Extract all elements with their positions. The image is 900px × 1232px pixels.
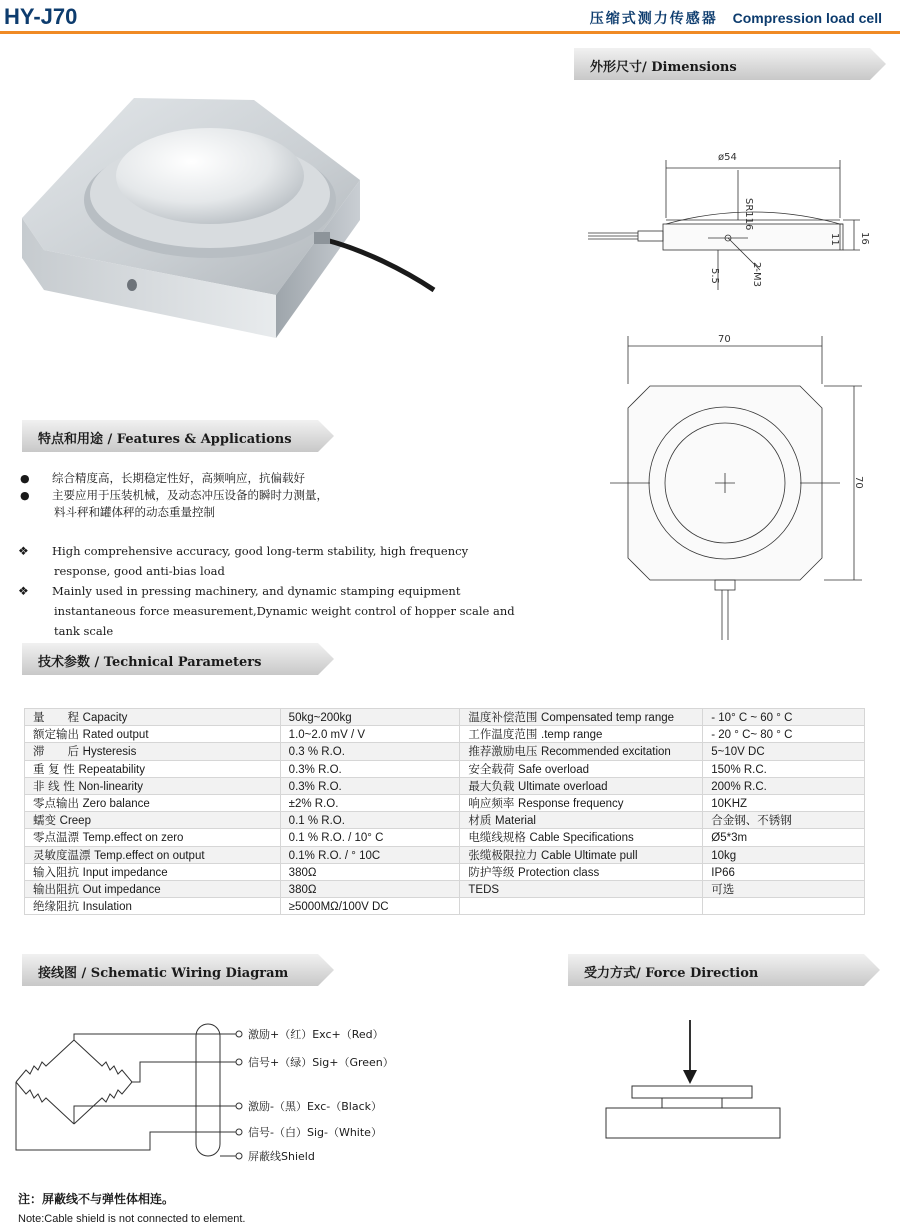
param-label-cn: 电缆线规格 [468, 830, 526, 845]
param-value-text: Ø5*3m [711, 832, 748, 845]
param-label-cn: 输入阻抗 [33, 864, 79, 879]
param-label [460, 777, 703, 794]
dim-diameter: ø54 [718, 152, 737, 163]
param-value-text: IP66 [711, 866, 735, 879]
param-value-text: 0.3% R.O. [288, 763, 342, 776]
load-cell-photo [14, 90, 444, 350]
wire-sig-minus: 信号-（白）Sig-（White） [248, 1126, 382, 1139]
param-label-cn: 绝缘阻抗 [33, 899, 79, 914]
param-value [703, 794, 865, 811]
param-value-text: 可选 [711, 883, 735, 896]
param-value [703, 880, 865, 897]
wire-exc-minus: 激励-（黑）Exc-（Black） [248, 1100, 383, 1113]
param-label-en: Input impedance [82, 866, 168, 879]
param-label-cn: 响应频率 [468, 796, 515, 811]
dimension-top-view [600, 328, 890, 648]
param-label-cn: 防护等级 [468, 864, 515, 879]
param-value-text: 380Ω [288, 883, 317, 896]
wire-exc-plus: 激励+（红）Exc+（Red） [248, 1028, 384, 1041]
features-list [18, 470, 538, 641]
param-label-cn: 安全载荷 [468, 761, 515, 776]
table-row [25, 812, 865, 829]
param-label-cn: 输出阻抗 [33, 881, 79, 896]
param-value [703, 726, 865, 743]
param-label [25, 709, 281, 726]
table-row [25, 829, 865, 846]
param-value [280, 880, 460, 897]
table-row [25, 709, 865, 726]
param-label [25, 760, 281, 777]
param-label-en: Hysteresis [82, 746, 137, 759]
bullet-dot-icon: ● [20, 489, 30, 502]
param-value-text: 50kg~200kg [288, 712, 352, 725]
table-row [25, 898, 865, 915]
table-row [25, 760, 865, 777]
param-label-en: Capacity [82, 712, 128, 725]
model-number: HY-J70 [4, 4, 78, 29]
section-technical [22, 643, 334, 675]
product-title [590, 8, 882, 28]
param-value [280, 743, 460, 760]
param-label [25, 898, 281, 915]
param-label-en: .temp range [541, 729, 603, 742]
param-label [460, 898, 703, 915]
param-value [280, 794, 460, 811]
param-label-en: Compensated temp range [541, 712, 674, 725]
terminal-circle [236, 1129, 242, 1135]
param-label [460, 812, 703, 829]
param-value-text: 0.1 % R.O. / 10° C [288, 832, 384, 845]
param-value [703, 846, 865, 863]
section-features [22, 420, 334, 452]
param-value [280, 829, 460, 846]
section-force-label: 受力方式/ Force Direction [584, 966, 759, 981]
dim-top-width: 70 [718, 334, 731, 345]
param-label [460, 743, 703, 760]
param-label-cn: 张缆极限拉力 [468, 847, 538, 862]
param-label-cn: 最大负载 [468, 778, 515, 793]
parameters-table [24, 708, 865, 915]
features-cn [18, 470, 538, 521]
param-label-en: Recommended excitation [541, 746, 671, 759]
section-wiring-label: 接线图 / Schematic Wiring Diagram [38, 966, 289, 981]
param-value-text: 380Ω [288, 866, 317, 879]
table-row [25, 863, 865, 880]
param-label-cn: 滞 后 [33, 744, 79, 759]
param-value [280, 760, 460, 777]
dim-thread: 2-M3 [751, 262, 762, 287]
feature-cn-item [18, 487, 538, 521]
param-value-text: 0.1 % R.O. [288, 815, 345, 828]
param-value [280, 777, 460, 794]
param-label [25, 743, 281, 760]
section-wiring [22, 954, 334, 986]
feature-text-cont: response, good anti-bias load [54, 564, 225, 578]
terminal-circle [236, 1153, 242, 1159]
param-label [460, 726, 703, 743]
param-label [460, 794, 703, 811]
bullet-diamond-icon: ❖ [18, 584, 29, 598]
features-en [18, 541, 538, 641]
table-row [25, 794, 865, 811]
terminal-circle [236, 1059, 242, 1065]
section-dimensions-label: 外形尺寸/ Dimensions [590, 60, 737, 75]
feature-text-cont: instantaneous force measurement,Dynamic weight control of hopper scale and tank scale [54, 604, 515, 638]
param-value [280, 846, 460, 863]
dim-radius: SR116 [743, 198, 754, 231]
param-label-cn: 材质 [468, 813, 492, 828]
param-value-text: 10kg [711, 849, 737, 862]
param-label-cn: 灵敏度温漂 [33, 847, 91, 862]
section-force [568, 954, 880, 986]
table-row [25, 726, 865, 743]
param-label-en: Cable Ultimate pull [541, 849, 638, 862]
param-label-cn: 量 程 [33, 710, 79, 725]
terminal-circle [236, 1103, 242, 1109]
param-label-en: Rated output [82, 729, 149, 742]
table-row [25, 880, 865, 897]
feature-cn-item [18, 470, 538, 487]
param-value [703, 760, 865, 777]
table-row [25, 846, 865, 863]
param-value-text: 合金钢、不锈钢 [711, 815, 792, 828]
param-label-cn: 零点输出 [33, 796, 79, 811]
feature-text: High comprehensive accuracy, good long-term stability, high frequency [52, 544, 469, 558]
dim-top-height: 70 [853, 476, 864, 489]
feature-text: Mainly used in pressing machinery, and dynamic stamping equipment [52, 584, 461, 598]
param-value-text: 1.0~2.0 mV / V [288, 729, 366, 742]
param-label [25, 846, 281, 863]
param-label-en: Response frequency [518, 798, 624, 811]
param-label [25, 777, 281, 794]
param-label-en: Protection class [518, 866, 600, 879]
param-label-cn: 温度补偿范围 [468, 710, 538, 725]
param-label-en: Creep [59, 815, 91, 828]
product-title-en: Compression load cell [732, 10, 882, 26]
param-value [280, 898, 460, 915]
param-label-cn: 工作温度范围 [468, 727, 538, 742]
param-label [25, 794, 281, 811]
wiring-diagram [10, 1010, 430, 1170]
param-label-en: Temp.effect on output [94, 849, 205, 862]
param-label-cn: 蠕变 [33, 813, 56, 828]
header-divider [0, 31, 900, 34]
feature-en-item [18, 581, 538, 641]
param-label-en: Temp.effect on zero [82, 832, 184, 845]
section-technical-label: 技术参数 / Technical Parameters [38, 655, 262, 670]
note-cn: 注：屏蔽线不与弹性体相连。 [18, 1192, 175, 1206]
param-label-en: Ultimate overload [518, 780, 608, 793]
param-value-text: - 10° C ~ 60 ° C [711, 712, 793, 725]
param-label-en: Safe overload [518, 763, 589, 776]
param-label [460, 709, 703, 726]
param-value [703, 829, 865, 846]
param-label [25, 863, 281, 880]
terminal-circle [236, 1031, 242, 1037]
param-label-en: Cable Specifications [529, 832, 634, 845]
wire-shield: 屏蔽线Shield [248, 1150, 315, 1163]
param-label [25, 726, 281, 743]
force-arrow-icon [683, 1070, 697, 1084]
table-row [25, 777, 865, 794]
param-value [280, 812, 460, 829]
param-value-text: 0.3 % R.O. [288, 746, 345, 759]
param-value [703, 812, 865, 829]
param-value-text: 0.3% R.O. [288, 780, 342, 793]
param-label [460, 760, 703, 777]
param-label-en: Repeatability [78, 763, 145, 776]
param-label-cn: 重 复 性 [33, 761, 75, 776]
param-label [460, 846, 703, 863]
feature-en-item [18, 541, 538, 581]
section-features-label: 特点和用途 / Features & Applications [38, 432, 292, 447]
bullet-diamond-icon: ❖ [18, 544, 29, 558]
param-label-en: Zero balance [82, 798, 150, 811]
param-value-text: 0.1% R.O. / ° 10C [288, 849, 381, 862]
param-label [460, 829, 703, 846]
param-label-en: Insulation [82, 901, 132, 914]
param-label [460, 863, 703, 880]
param-value [703, 743, 865, 760]
param-label [460, 880, 703, 897]
section-dimensions [574, 48, 886, 80]
param-value [703, 898, 865, 915]
wire-sig-plus: 信号+（绿）Sig+（Green） [248, 1056, 394, 1069]
param-label-cn: 推荐激励电压 [468, 744, 538, 759]
param-value-text: 200% R.C. [711, 780, 767, 793]
param-value [280, 863, 460, 880]
product-title-cn: 压缩式测力传感器 [589, 11, 718, 27]
dimension-side-view [578, 140, 878, 310]
param-value [703, 777, 865, 794]
param-value [703, 863, 865, 880]
table-row [25, 743, 865, 760]
param-value [280, 709, 460, 726]
param-label-cn: 额定输出 [33, 727, 79, 742]
param-value-text: 10KHZ [711, 798, 748, 811]
param-value-text: ≥5000MΩ/100V DC [288, 901, 389, 914]
param-label-en: TEDS [468, 883, 500, 896]
param-label-en: Out impedance [82, 883, 161, 896]
param-value-text: 5~10V DC [711, 746, 765, 759]
dim-height-body: 11 [829, 233, 840, 246]
page-header [0, 0, 900, 34]
force-direction-diagram [590, 1010, 800, 1150]
param-label [25, 829, 281, 846]
feature-text: 主要应用于压装机械，及动态冲压设备的瞬时力测量， [52, 488, 328, 502]
param-label [25, 812, 281, 829]
param-value-text: ±2% R.O. [288, 798, 339, 811]
bullet-dot-icon: ● [20, 472, 30, 485]
param-label-cn: 非 线 性 [33, 778, 75, 793]
dim-offset: 5.5 [709, 268, 720, 284]
param-label-en: Non-linearity [78, 780, 144, 793]
feature-text-cont: 料斗秤和罐体秤的动态重量控制 [54, 505, 215, 519]
feature-text: 综合精度高，长期稳定性好，高频响应，抗偏载好 [52, 471, 305, 485]
param-value-text: - 20 ° C~ 80 ° C [711, 729, 793, 742]
dim-height-total: 16 [859, 232, 870, 245]
param-label [25, 880, 281, 897]
param-label-cn: 零点温漂 [33, 830, 79, 845]
param-label-en: Material [495, 815, 536, 828]
param-value-text: 150% R.C. [711, 763, 767, 776]
note-en: Note:Cable shield is not connected to element. [18, 1213, 246, 1225]
param-value [703, 709, 865, 726]
param-value [280, 726, 460, 743]
